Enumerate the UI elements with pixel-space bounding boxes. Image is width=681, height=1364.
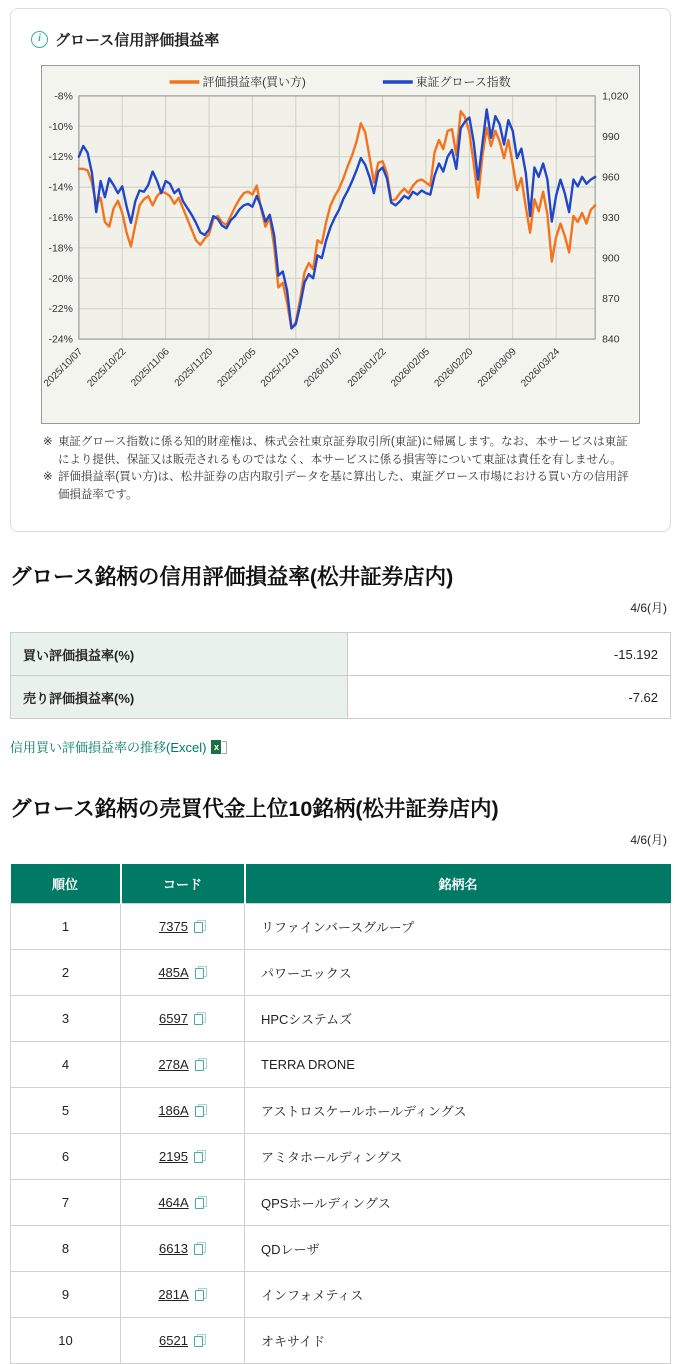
rank-column-header: 順位	[11, 864, 121, 904]
copy-icon[interactable]	[194, 1242, 206, 1255]
stock-name-cell: TERRA DRONE	[245, 1042, 671, 1088]
svg-text:930: 930	[602, 212, 620, 224]
page	[0, 8, 681, 1364]
rank-cell: 9	[11, 1272, 121, 1318]
svg-text:870: 870	[602, 294, 620, 306]
code-cell	[121, 1180, 245, 1226]
copy-icon[interactable]	[195, 1104, 207, 1117]
svg-text:1,020: 1,020	[602, 91, 629, 103]
code-cell	[121, 1226, 245, 1272]
svg-text:東証グロース指数: 東証グロース指数	[415, 74, 511, 89]
code-column-header: コード	[121, 864, 245, 904]
svg-text:840: 840	[602, 334, 620, 346]
stock-name-cell: オキサイド	[245, 1318, 671, 1364]
stock-code-link[interactable]: 6597	[159, 1011, 188, 1027]
svg-text:-24%: -24%	[48, 334, 73, 346]
ranking-table-row	[11, 904, 671, 950]
copy-icon[interactable]	[194, 920, 206, 933]
excel-icon[interactable]: x	[211, 740, 227, 754]
svg-text:960: 960	[602, 172, 620, 184]
code-cell	[121, 904, 245, 950]
stock-code-link[interactable]: 6613	[159, 1241, 188, 1257]
code-cell	[121, 950, 245, 996]
svg-text:990: 990	[602, 131, 620, 143]
ranking-table-row	[11, 1134, 671, 1180]
pl-table-body	[11, 633, 671, 719]
chart-note-text: 東証グロース指数に係る知的財産権は、株式会社東京証券取引所(東証)に帰属します。なお、本サービスは東証により提供、保証又は販売されるものではなく、本サービスに係る損害等について東証は責任を有しません。	[57, 435, 628, 466]
stock-name-cell: インフォメティス	[245, 1272, 671, 1318]
copy-icon[interactable]	[195, 966, 207, 979]
copy-icon[interactable]	[194, 1334, 206, 1347]
excel-download-link[interactable]: 信用買い評価損益率の推移(Excel)	[10, 740, 207, 756]
svg-text:2025/10/22: 2025/10/22	[85, 346, 129, 390]
svg-text:-10%: -10%	[48, 121, 73, 133]
pl-row-value: -7.62	[348, 676, 671, 719]
stock-name-cell: リファインバースグループ	[245, 904, 671, 950]
ranking-table-row	[11, 1042, 671, 1088]
ranking-table-row	[11, 950, 671, 996]
ranking-table-row	[11, 1318, 671, 1364]
stock-name-cell: アミタホールディングス	[245, 1134, 671, 1180]
svg-text:-12%: -12%	[48, 152, 73, 164]
ranking-section-date: 4/6(月)	[630, 833, 667, 848]
stock-code-link[interactable]: 2195	[159, 1149, 188, 1165]
pl-row-value: -15.192	[348, 633, 671, 676]
svg-text:2025/12/05: 2025/12/05	[215, 346, 259, 390]
rank-cell: 2	[11, 950, 121, 996]
copy-icon[interactable]	[194, 1150, 206, 1163]
ranking-table	[10, 864, 671, 1364]
stock-name-cell: HPCシステムズ	[245, 996, 671, 1042]
ranking-table-body	[11, 904, 671, 1364]
ranking-table-row	[11, 1272, 671, 1318]
code-cell	[121, 1318, 245, 1364]
svg-text:-14%: -14%	[48, 182, 73, 194]
stock-code-link[interactable]: 464A	[158, 1195, 189, 1211]
pl-chart	[41, 65, 640, 424]
ranking-section-title: グロース銘柄の売買代金上位10銘柄(松井証券店内)	[10, 797, 499, 822]
svg-text:-8%: -8%	[54, 91, 73, 103]
pl-table	[10, 632, 671, 719]
card-title: グロース信用評価損益率	[55, 32, 220, 49]
pl-row-label: 買い評価損益率(%)	[11, 633, 348, 676]
stock-name-cell: パワーエックス	[245, 950, 671, 996]
code-cell	[121, 1088, 245, 1134]
rank-cell: 5	[11, 1088, 121, 1134]
stock-code-link[interactable]: 7375	[159, 919, 188, 935]
pl-table-row	[11, 676, 671, 719]
stock-code-link[interactable]: 6521	[159, 1333, 188, 1349]
rank-cell: 1	[11, 904, 121, 950]
chart-notes	[43, 434, 638, 505]
svg-text:2025/11/20: 2025/11/20	[172, 346, 216, 389]
svg-text:2025/11/06: 2025/11/06	[129, 346, 172, 389]
svg-text:2026/02/05: 2026/02/05	[389, 346, 433, 390]
stock-name-cell: QPSホールディングス	[245, 1180, 671, 1226]
stock-code-link[interactable]: 278A	[158, 1057, 189, 1073]
stock-code-link[interactable]: 281A	[158, 1287, 189, 1303]
rank-cell: 6	[11, 1134, 121, 1180]
ranking-table-row	[11, 1226, 671, 1272]
copy-icon[interactable]	[194, 1012, 206, 1025]
copy-icon[interactable]	[195, 1288, 207, 1301]
svg-text:2025/12/19: 2025/12/19	[258, 346, 302, 390]
chart-note: ※ 評価損益率(買い方)は、松井証券の店内取引データを基に算出した、東証グロース市場における買い方の信用評価損益率です。	[43, 469, 638, 505]
pl-section-title: グロース銘柄の信用評価損益率(松井証券店内)	[10, 565, 454, 590]
name-column-header: 銘柄名	[245, 864, 671, 904]
svg-text:2026/01/07: 2026/01/07	[302, 346, 346, 390]
info-icon[interactable]: i	[31, 31, 48, 48]
rank-cell: 3	[11, 996, 121, 1042]
stock-code-link[interactable]: 485A	[158, 965, 189, 981]
svg-text:2026/03/24: 2026/03/24	[519, 346, 563, 390]
svg-text:2026/03/09: 2026/03/09	[475, 346, 519, 390]
stock-code-link[interactable]: 186A	[158, 1103, 189, 1119]
svg-text:900: 900	[602, 253, 620, 265]
code-cell	[121, 1272, 245, 1318]
svg-text:-22%: -22%	[48, 304, 73, 316]
pl-row-label: 売り評価損益率(%)	[11, 676, 348, 719]
svg-text:-20%: -20%	[48, 273, 73, 285]
stock-name-cell: アストロスケールホールディングス	[245, 1088, 671, 1134]
svg-text:2026/01/22: 2026/01/22	[345, 346, 389, 390]
rank-cell: 8	[11, 1226, 121, 1272]
pl-table-row	[11, 633, 671, 676]
svg-text:-16%: -16%	[48, 212, 73, 224]
chart-note-text: 評価損益率(買い方)は、松井証券の店内取引データを基に算出した、東証グロース市場における買い方の信用評価損益率です。	[57, 471, 629, 502]
copy-icon[interactable]	[195, 1196, 207, 1209]
svg-text:2025/10/07: 2025/10/07	[42, 346, 85, 390]
chart-note: ※ 東証グロース指数に係る知的財産権は、株式会社東京証券取引所(東証)に帰属します。なお、本サービスは東証により提供、保証又は販売されるものではなく、本サービスに係る損害等について東証は責任を有しません。	[43, 434, 638, 470]
svg-text:-18%: -18%	[48, 243, 73, 255]
code-cell	[121, 996, 245, 1042]
ranking-table-row	[11, 996, 671, 1042]
ranking-table-row	[11, 1088, 671, 1134]
rank-cell: 10	[11, 1318, 121, 1364]
margin-pl-chart-card	[10, 8, 671, 532]
code-cell	[121, 1042, 245, 1088]
rank-cell: 7	[11, 1180, 121, 1226]
svg-text:2026/02/20: 2026/02/20	[432, 346, 476, 390]
pl-chart-svg	[42, 66, 639, 423]
pl-section-date: 4/6(月)	[630, 601, 667, 616]
copy-icon[interactable]	[195, 1058, 207, 1071]
ranking-header-row	[11, 864, 671, 904]
svg-text:評価損益率(買い方): 評価損益率(買い方)	[202, 74, 306, 89]
excel-link-row	[10, 737, 671, 756]
rank-cell: 4	[11, 1042, 121, 1088]
card-title-row	[31, 29, 650, 50]
ranking-table-row	[11, 1180, 671, 1226]
code-cell	[121, 1134, 245, 1180]
stock-name-cell: QDレーザ	[245, 1226, 671, 1272]
